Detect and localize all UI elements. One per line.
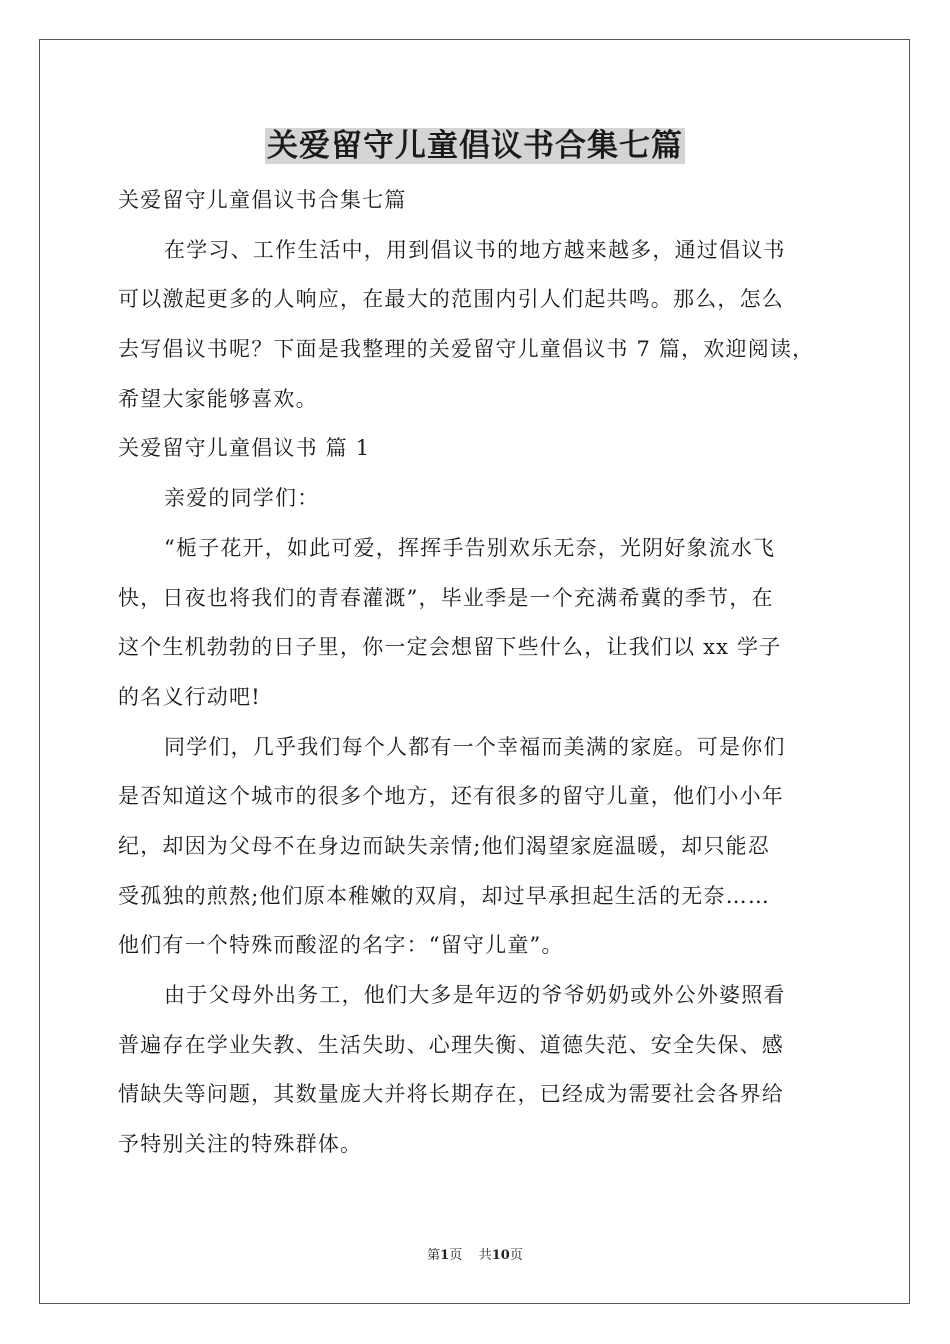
footer-suffix: 页 xyxy=(509,1248,523,1263)
text-line: 快，日夜也将我们的青春灌溉”，毕业季是一个充满希冀的季节，在 xyxy=(118,585,774,610)
text-line: 受孤独的煎熬;他们原本稚嫩的双肩，却过早承担起生活的无奈…… xyxy=(118,883,771,908)
footer-total-pages: 10 xyxy=(491,1248,510,1263)
footer-prefix: 第 xyxy=(427,1248,441,1263)
text-line: 他们有一个特殊而酸涩的名字：“留守儿童”。 xyxy=(118,933,564,958)
text-line: 希望大家能够喜欢。 xyxy=(118,386,318,411)
text-line: 纪，却因为父母不在身边而缺失亲情;他们渴望家庭温暖，却只能忍 xyxy=(118,833,771,858)
text-line: 同学们，几乎我们每个人都有一个幸福而美满的家庭。可是你们 xyxy=(164,734,786,759)
text-line: 是否知道这个城市的很多个地方，还有很多的留守儿童，他们小小年 xyxy=(118,784,784,809)
text-line: 的名义行动吧! xyxy=(118,684,261,709)
footer-current-page: 1 xyxy=(440,1248,450,1263)
text-line: “栀子花开，如此可爱，挥挥手告别欢乐无奈，光阴好象流水飞 xyxy=(164,535,776,560)
text-line: 可以激起更多的人响应，在最大的范围内引人们起共鸣。那么，怎么 xyxy=(118,287,784,312)
page-footer xyxy=(0,1246,950,1266)
footer-mid: 页 共 xyxy=(449,1248,492,1263)
document-title xyxy=(0,124,950,168)
text-line: 这个生机勃勃的日子里，你一定会想留下些什么，让我们以 xx 学子 xyxy=(118,635,782,660)
text-line: 由于父母外出务工，他们大多是年迈的爷爷奶奶或外公外婆照看 xyxy=(164,983,786,1007)
text-line: 在学习、工作生活中，用到倡议书的地方越来越多，通过倡议书 xyxy=(164,237,786,262)
text-line: 关爱留守儿童倡议书 篇 1 xyxy=(118,436,371,461)
text-line: 普遍存在学业失教、生活失助、心理失衡、道德失范、安全失保、感 xyxy=(118,1032,784,1057)
text-line: 情缺失等问题，其数量庞大并将长期存在，已经成为需要社会各界给 xyxy=(118,1082,784,1107)
text-line: 予特别关注的特殊群体。 xyxy=(118,1132,363,1157)
document-body xyxy=(118,176,840,1170)
text-line: 关爱留守儿童倡议书合集七篇 xyxy=(118,188,407,212)
text-line: 亲爱的同学们： xyxy=(164,486,320,511)
text-line: 去写倡议书呢？下面是我整理的关爱留守儿童倡议书 7 篇，欢迎阅读， xyxy=(118,337,815,362)
document-title-text: 关爱留守儿童倡议书合集七篇 xyxy=(267,128,683,164)
